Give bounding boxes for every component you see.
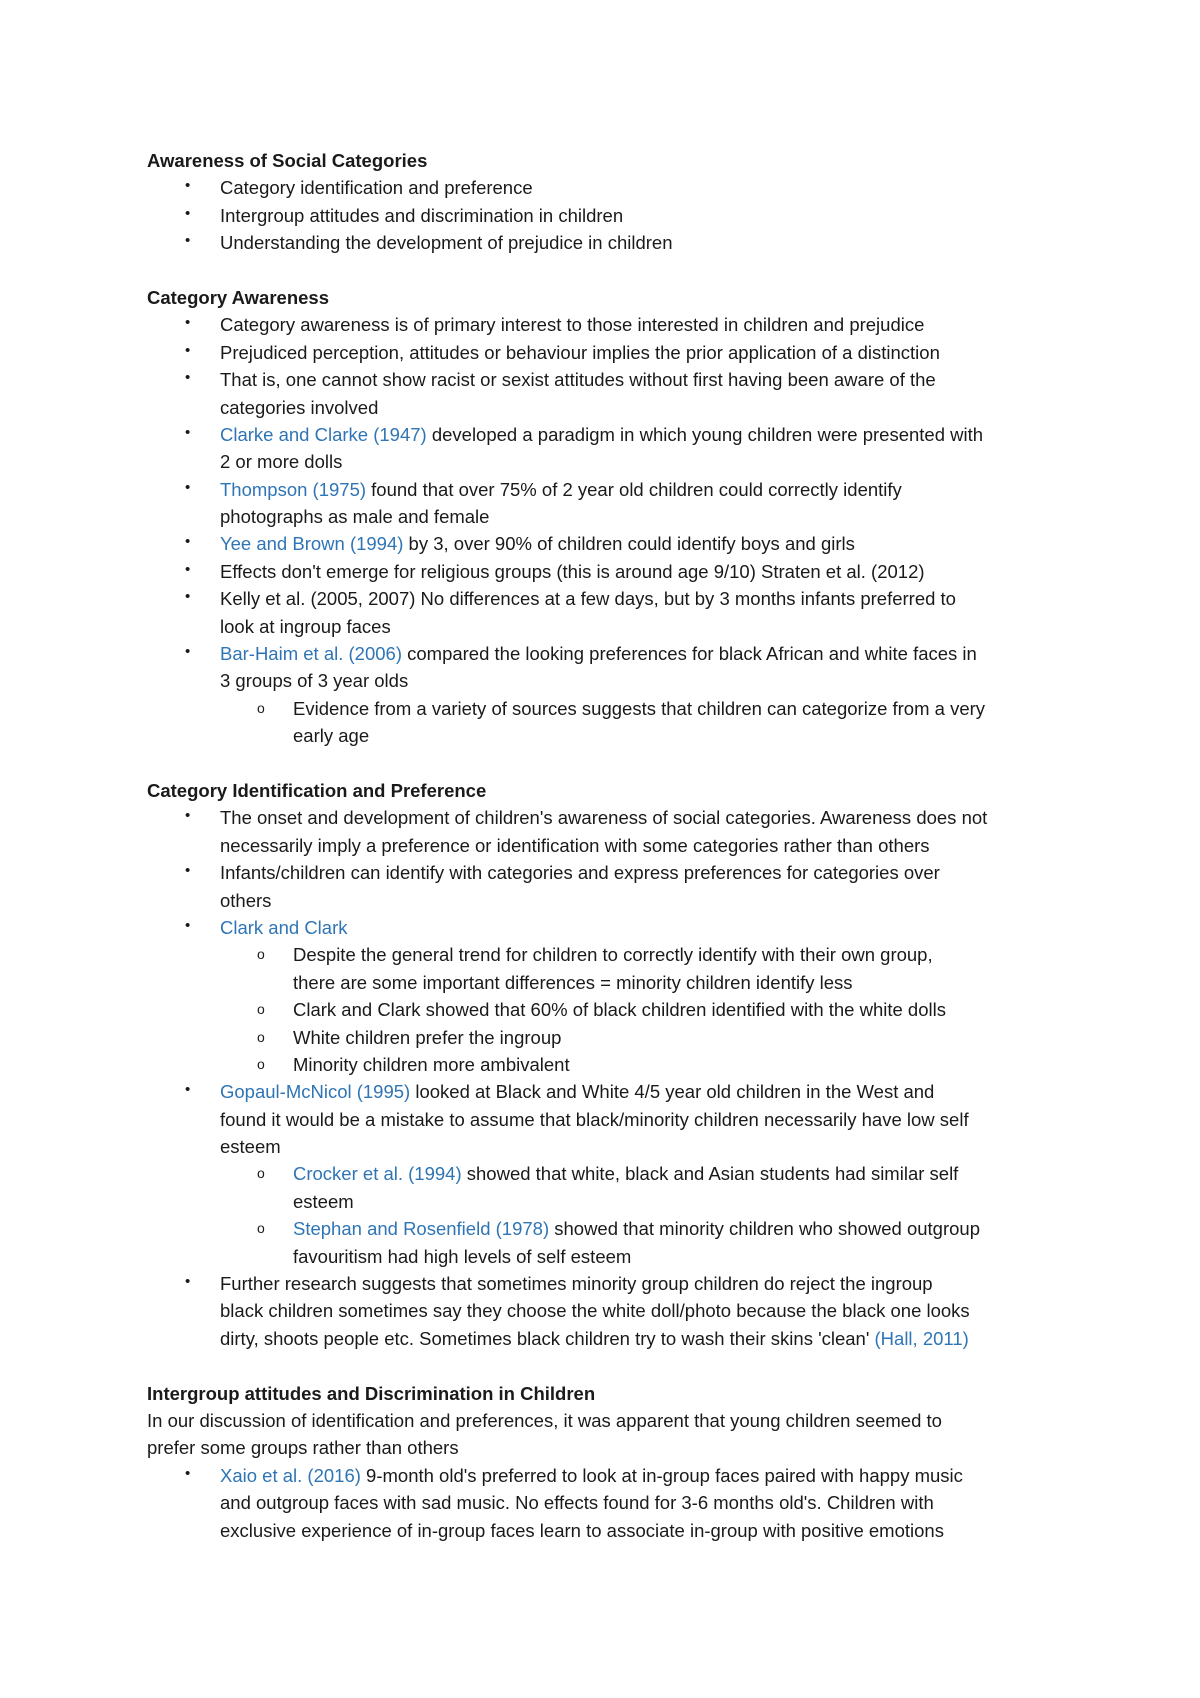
- list-item-continuation: 3 groups of 3 year olds: [220, 670, 409, 692]
- section-heading: Intergroup attitudes and Discrimination in Children: [147, 1382, 596, 1404]
- sub-bullet-icon: o: [257, 1165, 265, 1182]
- bullet-icon: •: [185, 533, 191, 551]
- list-item: • Gopaul-McNicol (1995) looked at Black and White 4/5 year old children in the West and: [147, 1078, 1067, 1105]
- list-item-continuation: exclusive experience of in-group faces learn to associate in-group with positive emotions: [220, 1519, 944, 1541]
- list-item-continuation: black children sometimes say they choose the white doll/photo because the black one looks: [220, 1300, 970, 1322]
- list-item-continuation: 2 or more dolls: [220, 451, 343, 473]
- citation-link: Gopaul-McNicol (1995): [220, 1081, 411, 1103]
- bullet-icon: •: [185, 341, 191, 359]
- sub-bullet-icon: o: [257, 699, 265, 716]
- sub-bullet-icon: o: [257, 1001, 265, 1018]
- sub-list-item-continuation: early age: [293, 725, 370, 747]
- spacer: [147, 257, 1067, 284]
- section-heading: Category Identification and Preference: [147, 779, 487, 801]
- bullet-icon: •: [185, 862, 191, 880]
- list-item: • Kelly et al. (2005, 2007) No differences at a few days, but by 3 months infants preferred to: [147, 585, 1067, 612]
- list-item: • Infants/children can identify with categories and express preferences for categories over: [147, 859, 1067, 886]
- list-item: • Clarke and Clarke (1947) developed a paradigm in which young children were presented with: [147, 421, 1067, 448]
- list-item: • Prejudiced perception, attitudes or behaviour implies the prior application of a distinction: [147, 339, 1067, 366]
- citation-link: Bar-Haim et al. (2006): [220, 643, 402, 665]
- list-item: • Thompson (1975) found that over 75% of 2 year old children could correctly identify: [147, 476, 1067, 503]
- sub-list-item: o White children prefer the ingroup: [147, 1024, 1067, 1051]
- list-item: • Category identification and preference: [147, 174, 1067, 201]
- document-content: [147, 147, 1067, 1544]
- bullet-icon: •: [185, 916, 191, 934]
- citation-link: Yee and Brown (1994): [220, 533, 404, 555]
- bullet-icon: •: [185, 643, 191, 661]
- bullet-icon: •: [185, 314, 191, 332]
- list-item: • Further research suggests that sometimes minority group children do reject the ingroup: [147, 1270, 1067, 1297]
- section-heading: Category Awareness: [147, 286, 330, 308]
- sub-list-item-continuation: esteem: [293, 1190, 354, 1212]
- spacer: [147, 750, 1067, 777]
- sub-list-item-continuation: favouritism had high levels of self esteem: [293, 1245, 632, 1267]
- list-item: • Xaio et al. (2016) 9-month old's preferred to look at in-group faces paired with happy music: [147, 1462, 1067, 1489]
- bullet-icon: •: [185, 423, 191, 441]
- sub-list-item: o Crocker et al. (1994) showed that white, black and Asian students had similar self: [147, 1160, 1067, 1187]
- bullet-icon: •: [185, 588, 191, 606]
- bullet-icon: •: [185, 478, 191, 496]
- bullet-icon: •: [185, 1273, 191, 1291]
- list-item: • That is, one cannot show racist or sexist attitudes without first having been aware of the: [147, 366, 1067, 393]
- list-item-continuation: photographs as male and female: [220, 506, 490, 528]
- bullet-icon: •: [185, 369, 191, 387]
- sub-list-item: o Evidence from a variety of sources suggests that children can categorize from a very: [147, 695, 1067, 722]
- sub-list-item: o Minority children more ambivalent: [147, 1051, 1067, 1078]
- list-item-continuation: necessarily imply a preference or identification with some categories rather than others: [220, 834, 930, 856]
- sub-bullet-icon: o: [257, 1220, 265, 1237]
- list-item-continuation: esteem: [220, 1136, 281, 1158]
- sub-list-item: o Stephan and Rosenfield (1978) showed that minority children who showed outgroup: [147, 1215, 1067, 1242]
- spacer: [147, 1352, 1067, 1379]
- sub-bullet-icon: o: [257, 1055, 265, 1072]
- bullet-icon: •: [185, 232, 191, 250]
- section-heading: Awareness of Social Categories: [147, 150, 428, 171]
- bullet-icon: •: [185, 1081, 191, 1099]
- list-item: • Category awareness is of primary interest to those interested in children and prejudice: [147, 311, 1067, 338]
- list-item-continuation: categories involved: [220, 396, 379, 418]
- list-item: • Intergroup attitudes and discrimination in children: [147, 202, 1067, 229]
- sub-bullet-icon: o: [257, 1028, 265, 1045]
- bullet-icon: •: [185, 204, 191, 222]
- list-item-continuation: others: [220, 889, 272, 911]
- list-item-continuation: dirty, shoots people etc. Sometimes black children try to wash their skins 'clean' (Hall, 2011): [220, 1327, 969, 1349]
- citation-link: Stephan and Rosenfield (1978): [293, 1218, 550, 1240]
- list-item: • Effects don't emerge for religious groups (this is around age 9/10) Straten et al. (2012): [147, 558, 1067, 585]
- list-item: • Understanding the development of prejudice in children: [147, 229, 1067, 256]
- bullet-icon: •: [185, 177, 191, 195]
- citation-link: Clark and Clark: [220, 916, 348, 938]
- paragraph-line: prefer some groups rather than others: [147, 1437, 459, 1459]
- citation-link: (Hall, 2011): [874, 1327, 969, 1349]
- list-item: • The onset and development of children's awareness of social categories. Awareness does not: [147, 804, 1067, 831]
- list-item-continuation: look at ingroup faces: [220, 615, 391, 637]
- bullet-icon: •: [185, 560, 191, 578]
- citation-link: Thompson (1975): [220, 478, 367, 500]
- sub-list-item-continuation: there are some important differences = minority children identify less: [293, 971, 853, 993]
- citation-link: Crocker et al. (1994): [293, 1163, 462, 1185]
- list-item-continuation: and outgroup faces with sad music. No effects found for 3-6 months old's. Children with: [220, 1492, 934, 1514]
- list-item: • Bar-Haim et al. (2006) compared the looking preferences for black African and white faces in: [147, 640, 1067, 667]
- citation-link: Xaio et al. (2016): [220, 1464, 361, 1486]
- sub-list-item: o Despite the general trend for children to correctly identify with their own group,: [147, 941, 1067, 968]
- list-item-continuation: found it would be a mistake to assume that black/minority children necessarily have low self: [220, 1108, 969, 1130]
- list-item: • Yee and Brown (1994) by 3, over 90% of children could identify boys and girls: [147, 530, 1067, 557]
- list-item: [147, 914, 1067, 941]
- bullet-icon: •: [185, 1464, 191, 1482]
- paragraph-line: In our discussion of identification and preferences, it was apparent that young children seemed to: [147, 1409, 942, 1431]
- citation-link: Clarke and Clarke (1947): [220, 423, 427, 445]
- sub-list-item: o Clark and Clark showed that 60% of black children identified with the white dolls: [147, 996, 1067, 1023]
- bullet-icon: •: [185, 807, 191, 825]
- sub-bullet-icon: o: [257, 946, 265, 963]
